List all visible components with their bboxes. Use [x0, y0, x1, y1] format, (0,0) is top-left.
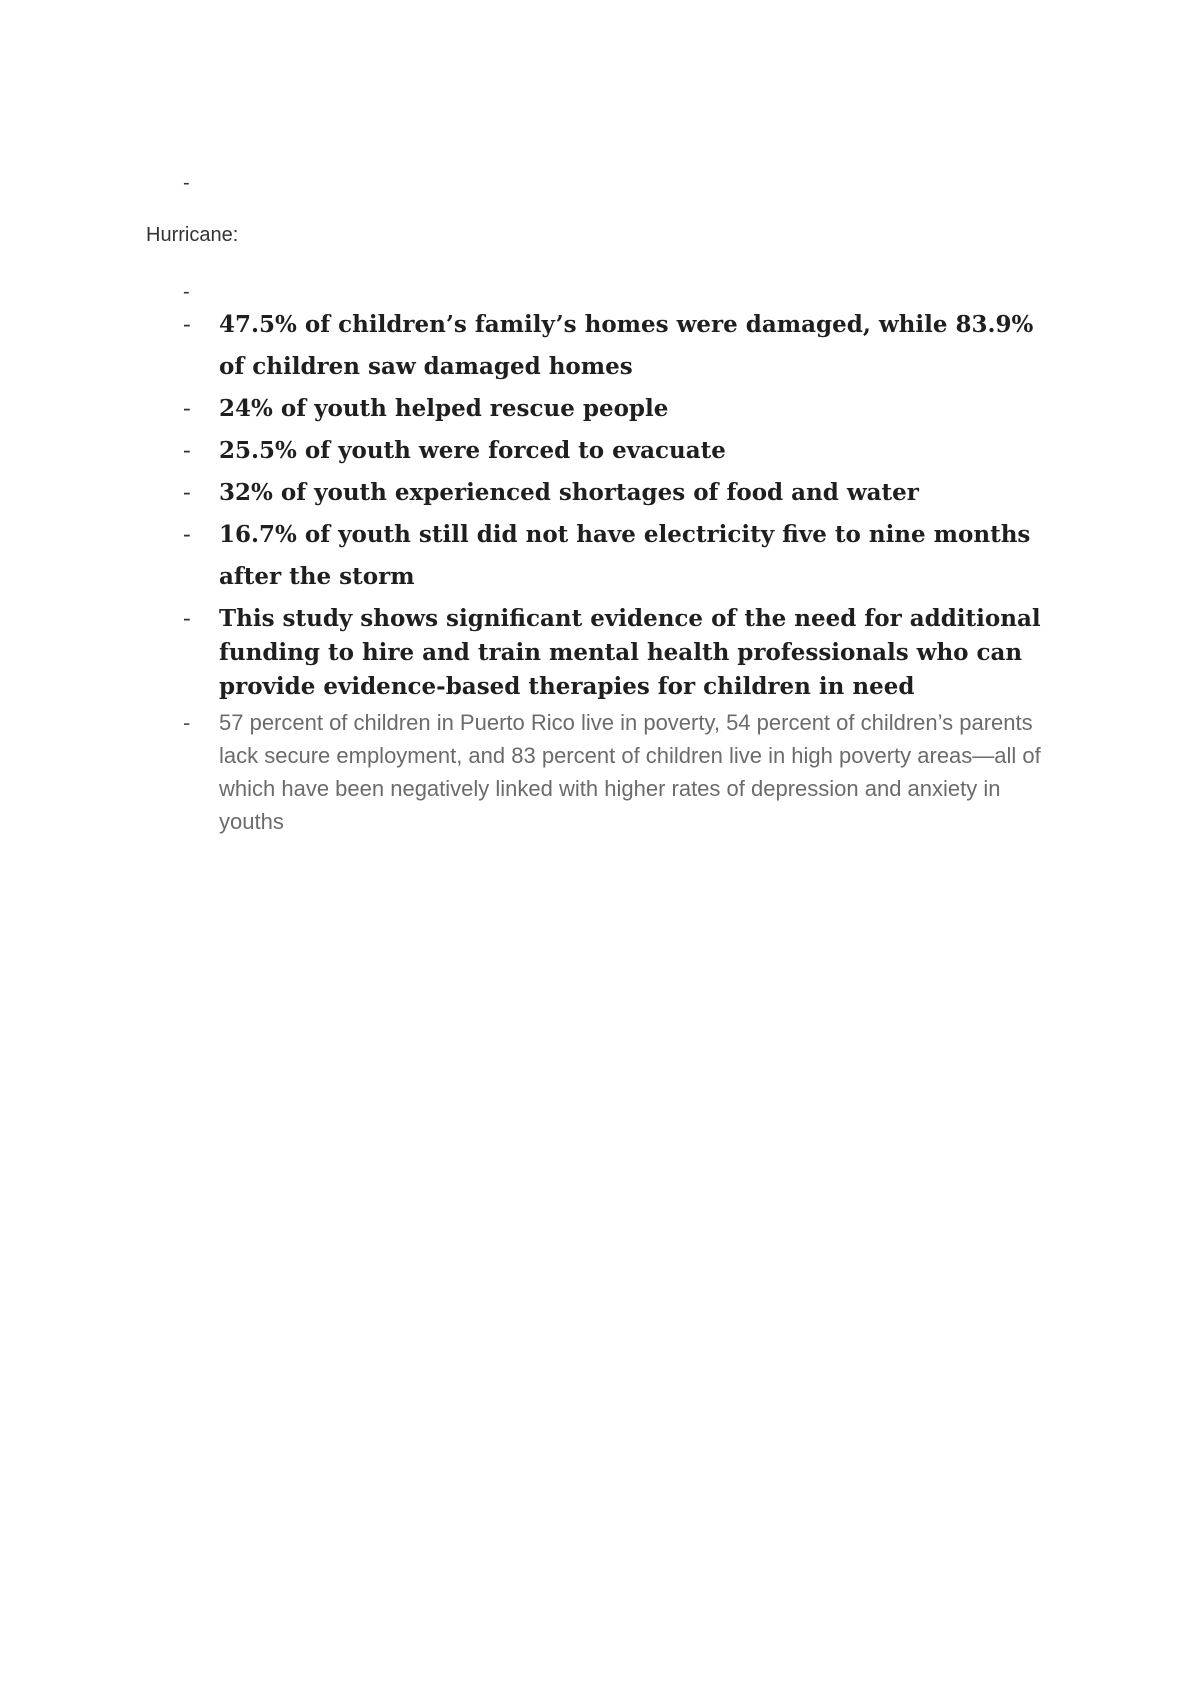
bullet-dash: - [183, 710, 191, 735]
bullet-dash: - [183, 606, 191, 632]
list-item [183, 304, 1063, 388]
list-item [183, 430, 1063, 472]
list-item [183, 472, 1063, 514]
list-item-text: 16.7% of youth still did not have electricity five to nine months after the storm [219, 521, 1031, 590]
list-item-text: 47.5% of children’s family’s homes were damaged, while 83.9% of children saw damaged homes [219, 311, 1034, 380]
bullet-dash: - [183, 312, 191, 338]
list-item-text: 32% of youth experienced shortages of food and water [219, 479, 919, 506]
list-item [183, 388, 1063, 430]
bullet-dash: - [183, 396, 191, 422]
top-dash: - [183, 172, 190, 194]
list-item [183, 598, 1063, 706]
list-item [183, 514, 1063, 598]
section-heading: Hurricane: [146, 224, 239, 246]
empty-list-dash: - [183, 281, 190, 303]
list-item-text: 25.5% of youth were forced to evacuate [219, 437, 726, 464]
list-item [183, 706, 1063, 838]
bullet-dash: - [183, 438, 191, 464]
bullet-dash: - [183, 480, 191, 506]
list-item-text: 24% of youth helped rescue people [219, 395, 669, 422]
list-item-text: 57 percent of children in Puerto Rico live in poverty, 54 percent of children’s parents lack secure employment, and 83 percent of children live in high poverty areas—all of which have been negatively linked with higher rates of depression and anxiety in youths [219, 710, 1041, 834]
findings-list [183, 304, 1063, 838]
list-item-text: This study shows significant evidence of the need for additional funding to hire and train mental health professionals who can provide evidence-based therapies for children in need [219, 605, 1041, 700]
bullet-dash: - [183, 522, 191, 548]
